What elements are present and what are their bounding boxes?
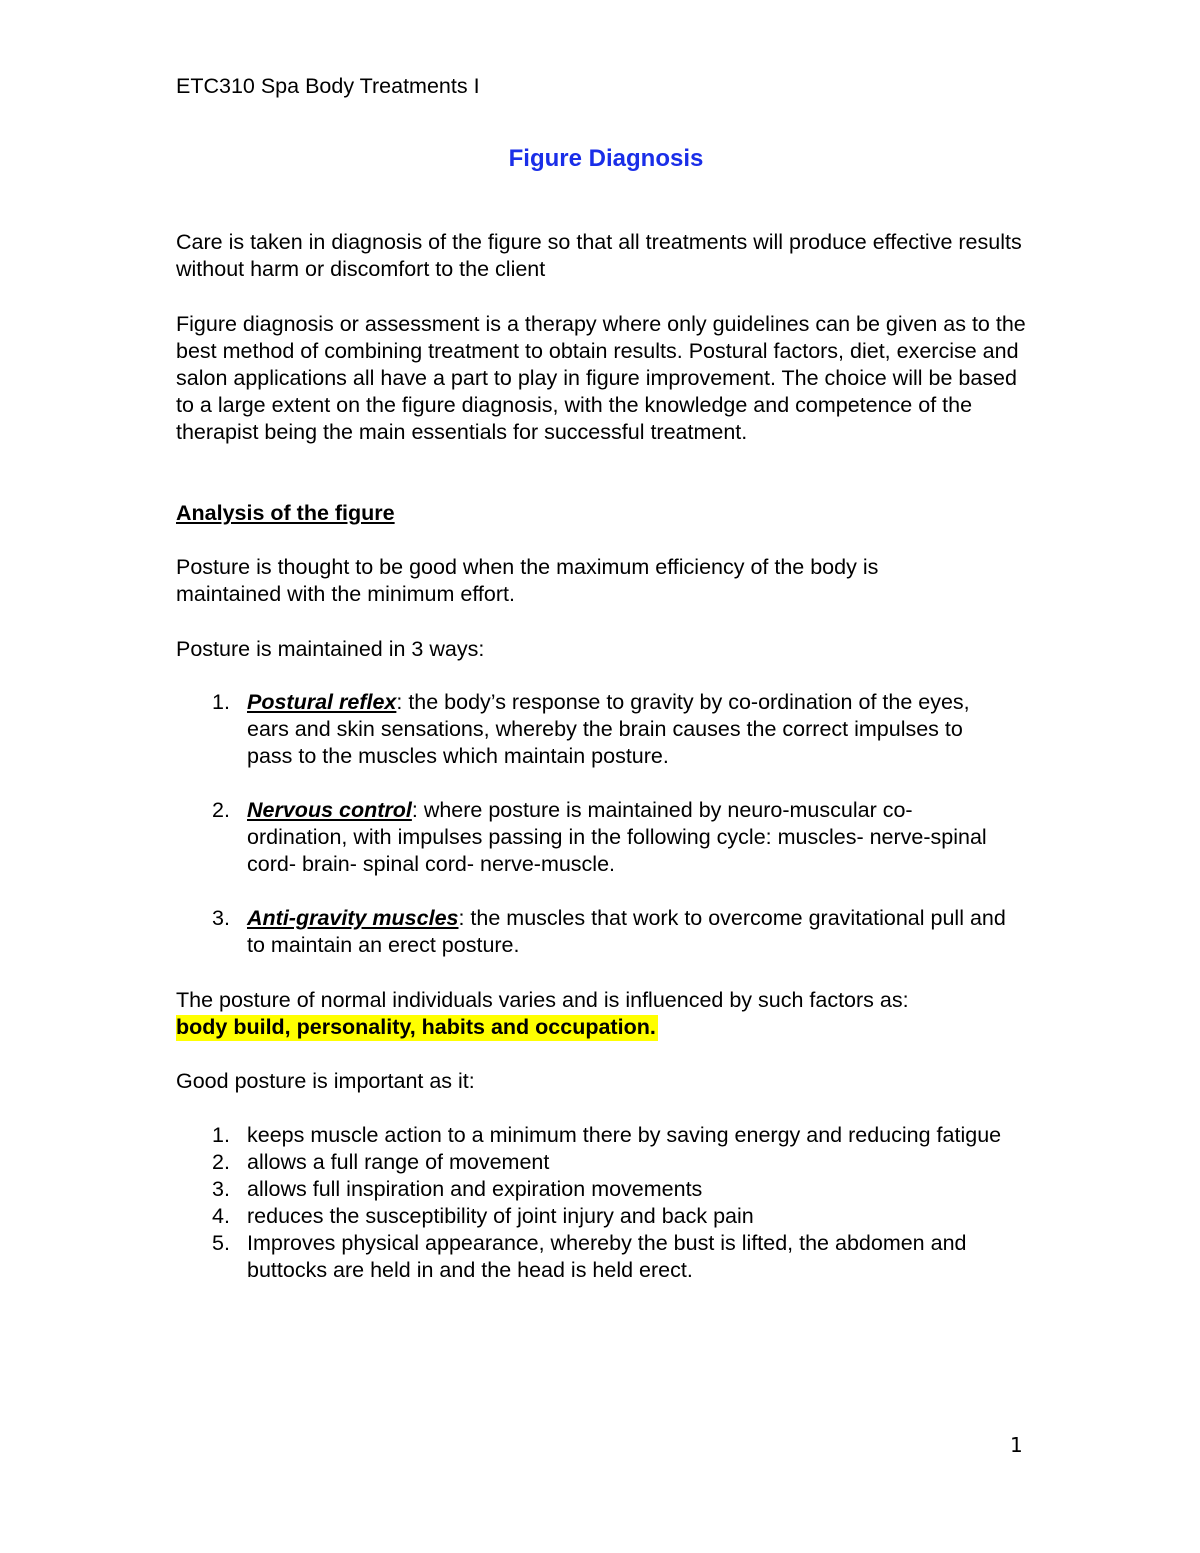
page-header: ETC310 Spa Body Treatments I: [176, 74, 480, 98]
list-number: 1.: [212, 690, 230, 714]
good-posture-list: [176, 1122, 1006, 1284]
term-anti-gravity-muscles: Anti-gravity muscles: [247, 906, 459, 930]
list-item-text: keeps muscle action to a minimum there by saving energy and reducing fatigue: [247, 1123, 1002, 1147]
analysis-paragraph: Posture is thought to be good when the maximum efficiency of the body is maintained with the minimum effort.: [176, 555, 879, 606]
list-item-text: allows a full range of movement: [247, 1150, 550, 1174]
factors-highlight: body build, personality, habits and occupation.: [176, 1015, 656, 1039]
ways-intro: Posture is maintained in 3 ways:: [176, 637, 485, 661]
list-number: 2.: [212, 1150, 230, 1174]
list-item: [176, 1149, 1006, 1176]
list-number: 1.: [212, 1123, 230, 1147]
intro-paragraph-1: Care is taken in diagnosis of the figure so that all treatments will produce effective results without harm or discomfort to the client: [176, 230, 1022, 281]
list-number: 4.: [212, 1204, 230, 1228]
factors-paragraph: [176, 987, 1036, 1041]
term-nervous-control: Nervous control: [247, 798, 412, 822]
list-item-text: : where posture is maintained by neuro-muscular co-ordination, with impulses passing in the following cycle: muscles- nerve-spinal cord- brain- spinal cord- nerve-muscle.: [247, 798, 987, 876]
list-item: [176, 1122, 1006, 1149]
factors-text: The posture of normal individuals varies and is influenced by such factors as:: [176, 988, 909, 1012]
list-item: [176, 689, 1006, 770]
list-item: [176, 1203, 1006, 1230]
list-item: [176, 1230, 1006, 1284]
intro-paragraph-2: Figure diagnosis or assessment is a therapy where only guidelines can be given as to the best method of combining treatment to obtain results. Postural factors, diet, exercise and salon applications all have a part to play in figure improvement. The choice will be based to a large extent on the figure diagnosis, with the knowledge and competence of the therapist being the main essentials for successful treatment.: [176, 312, 1026, 444]
list-item-text: allows full inspiration and expiration movements: [247, 1177, 703, 1201]
good-posture-intro: Good posture is important as it:: [176, 1069, 475, 1093]
page-title: Figure Diagnosis: [508, 145, 704, 172]
list-item-text: : the muscles that work to overcome gravitational pull and to maintain an erect posture.: [247, 906, 1006, 957]
list-item-text: reduces the susceptibility of joint injury and back pain: [247, 1204, 754, 1228]
posture-ways-list: [176, 689, 1006, 959]
list-number: 5.: [212, 1231, 230, 1255]
section-heading-analysis: Analysis of the figure: [176, 501, 395, 525]
list-item: [176, 797, 1006, 878]
term-postural-reflex: Postural reflex: [247, 690, 397, 714]
list-number: 2.: [212, 798, 230, 822]
list-item-text: Improves physical appearance, whereby the bust is lifted, the abdomen and buttocks are held in and the head is held erect.: [247, 1231, 967, 1282]
page-number: 1: [1010, 1433, 1023, 1457]
list-item: [176, 1176, 1006, 1203]
list-number: 3.: [212, 1177, 230, 1201]
list-item-text: : the body’s response to gravity by co-ordination of the eyes, ears and skin sensations, whereby the brain causes the correct impulses to pass to the muscles which maintain posture.: [247, 690, 970, 768]
list-item: [176, 905, 1006, 959]
list-number: 3.: [212, 906, 230, 930]
